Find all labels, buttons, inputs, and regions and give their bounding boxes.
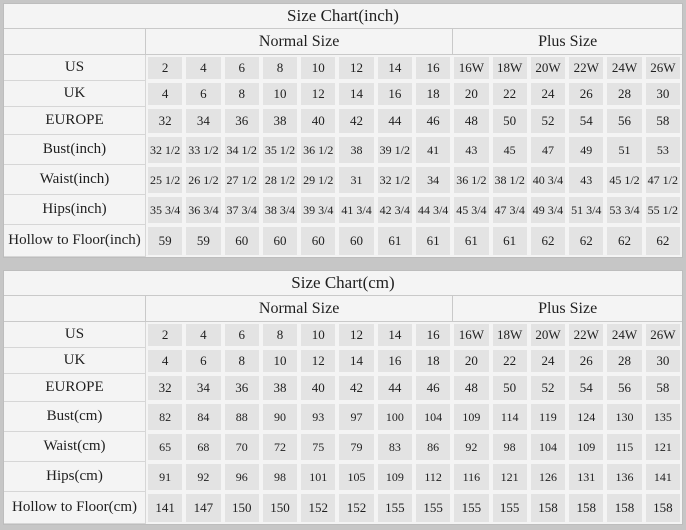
size-cell: 22W xyxy=(567,322,605,348)
size-cell: 116 xyxy=(452,462,490,492)
size-cell: 36 xyxy=(223,374,261,402)
size-cell: 155 xyxy=(452,492,490,524)
size-cell: 35 1/2 xyxy=(261,135,299,165)
size-cell: 24W xyxy=(605,322,643,348)
size-cell: 40 3/4 xyxy=(529,165,567,195)
size-cell: 48 xyxy=(452,107,490,135)
size-cell: 82 xyxy=(146,402,184,432)
size-cell: 54 xyxy=(567,374,605,402)
size-cell: 86 xyxy=(414,432,452,462)
size-cell: 8 xyxy=(223,348,261,374)
size-cell: 16W xyxy=(452,55,490,81)
plus-size-header: Plus Size xyxy=(452,296,682,322)
size-cell: 24W xyxy=(605,55,643,81)
title-row xyxy=(4,271,682,296)
size-cell: 22W xyxy=(567,55,605,81)
size-cell: 38 xyxy=(261,374,299,402)
size-cell: 2 xyxy=(146,55,184,81)
size-cell: 37 3/4 xyxy=(223,195,261,225)
size-cell: 26W xyxy=(644,55,682,81)
size-cell: 91 xyxy=(146,462,184,492)
size-cell: 20W xyxy=(529,55,567,81)
size-cell: 49 3/4 xyxy=(529,195,567,225)
row-label: Hips(inch) xyxy=(4,195,146,225)
table-row xyxy=(4,462,682,492)
size-cell: 28 xyxy=(605,81,643,107)
size-cell: 130 xyxy=(605,402,643,432)
size-cell: 48 xyxy=(452,374,490,402)
size-cell: 4 xyxy=(146,348,184,374)
size-cell: 44 xyxy=(376,107,414,135)
size-cell: 79 xyxy=(337,432,375,462)
normal-size-header: Normal Size xyxy=(146,29,452,55)
size-cell: 124 xyxy=(567,402,605,432)
size-cell: 6 xyxy=(184,348,222,374)
size-cell: 109 xyxy=(452,402,490,432)
table-row xyxy=(4,322,682,348)
size-cell: 61 xyxy=(414,225,452,257)
size-cell: 61 xyxy=(376,225,414,257)
size-cell: 147 xyxy=(184,492,222,524)
row-label: EUROPE xyxy=(4,374,146,402)
size-cell: 28 1/2 xyxy=(261,165,299,195)
size-cell: 33 1/2 xyxy=(184,135,222,165)
size-cell: 16 xyxy=(414,322,452,348)
size-cell: 29 1/2 xyxy=(299,165,337,195)
size-cell: 34 1/2 xyxy=(223,135,261,165)
size-cell: 20 xyxy=(452,81,490,107)
size-cell: 14 xyxy=(337,348,375,374)
table-title-inch: Size Chart(inch) xyxy=(4,4,682,29)
size-cell: 98 xyxy=(491,432,529,462)
size-cell: 30 xyxy=(644,348,682,374)
size-cell: 62 xyxy=(567,225,605,257)
size-cell: 58 xyxy=(644,107,682,135)
size-cell: 36 1/2 xyxy=(452,165,490,195)
table-row xyxy=(4,107,682,135)
size-cell: 96 xyxy=(223,462,261,492)
size-cell: 31 xyxy=(337,165,375,195)
size-cell: 93 xyxy=(299,402,337,432)
size-cell: 136 xyxy=(605,462,643,492)
size-cell: 60 xyxy=(299,225,337,257)
row-label: Hollow to Floor(inch) xyxy=(4,225,146,257)
size-cell: 8 xyxy=(223,81,261,107)
size-cell: 4 xyxy=(184,55,222,81)
size-cell: 34 xyxy=(184,374,222,402)
size-cell: 20W xyxy=(529,322,567,348)
size-cell: 104 xyxy=(529,432,567,462)
size-cell: 62 xyxy=(605,225,643,257)
row-label: Hollow to Floor(cm) xyxy=(4,492,146,524)
size-cell: 16 xyxy=(376,81,414,107)
size-cell: 34 xyxy=(184,107,222,135)
size-cell: 28 xyxy=(605,348,643,374)
size-cell: 98 xyxy=(261,462,299,492)
size-cell: 39 1/2 xyxy=(376,135,414,165)
size-cell: 150 xyxy=(223,492,261,524)
size-cell: 158 xyxy=(529,492,567,524)
size-cell: 52 xyxy=(529,107,567,135)
size-cell: 24 xyxy=(529,81,567,107)
size-cell: 155 xyxy=(414,492,452,524)
size-cell: 60 xyxy=(223,225,261,257)
size-cell: 18W xyxy=(491,322,529,348)
size-cell: 72 xyxy=(261,432,299,462)
size-cell: 14 xyxy=(376,322,414,348)
size-cell: 121 xyxy=(644,432,682,462)
normal-size-header: Normal Size xyxy=(146,296,452,322)
group-header-row xyxy=(4,296,682,322)
corner-cell xyxy=(4,296,146,322)
size-cell: 32 xyxy=(146,374,184,402)
row-label: UK xyxy=(4,81,146,107)
size-cell: 51 xyxy=(605,135,643,165)
size-cell: 8 xyxy=(261,322,299,348)
size-cell: 38 3/4 xyxy=(261,195,299,225)
size-cell: 14 xyxy=(376,55,414,81)
row-label: Bust(inch) xyxy=(4,135,146,165)
size-cell: 12 xyxy=(337,322,375,348)
row-label: Waist(inch) xyxy=(4,165,146,195)
size-cell: 40 xyxy=(299,374,337,402)
size-cell: 70 xyxy=(223,432,261,462)
size-cell: 90 xyxy=(261,402,299,432)
size-cell: 6 xyxy=(223,55,261,81)
size-cell: 119 xyxy=(529,402,567,432)
size-cell: 100 xyxy=(376,402,414,432)
size-cell: 41 3/4 xyxy=(337,195,375,225)
size-cell: 112 xyxy=(414,462,452,492)
size-cell: 30 xyxy=(644,81,682,107)
size-cell: 14 xyxy=(337,81,375,107)
size-cell: 42 3/4 xyxy=(376,195,414,225)
size-cell: 16 xyxy=(414,55,452,81)
size-cell: 131 xyxy=(567,462,605,492)
size-cell: 152 xyxy=(299,492,337,524)
size-cell: 45 1/2 xyxy=(605,165,643,195)
size-cell: 10 xyxy=(299,322,337,348)
size-cell: 25 1/2 xyxy=(146,165,184,195)
size-cell: 49 xyxy=(567,135,605,165)
size-cell: 44 xyxy=(376,374,414,402)
size-cell: 36 3/4 xyxy=(184,195,222,225)
size-cell: 54 xyxy=(567,107,605,135)
row-label: Waist(cm) xyxy=(4,432,146,462)
size-cell: 109 xyxy=(376,462,414,492)
size-cell: 56 xyxy=(605,107,643,135)
size-cell: 24 xyxy=(529,348,567,374)
row-label: Bust(cm) xyxy=(4,402,146,432)
table-title-cm: Size Chart(cm) xyxy=(4,271,682,296)
size-cell: 135 xyxy=(644,402,682,432)
row-label: Hips(cm) xyxy=(4,462,146,492)
size-cell: 18 xyxy=(414,348,452,374)
size-cell: 62 xyxy=(529,225,567,257)
size-cell: 40 xyxy=(299,107,337,135)
size-cell: 155 xyxy=(491,492,529,524)
size-cell: 104 xyxy=(414,402,452,432)
table-row xyxy=(4,195,682,225)
size-chart-cm-table xyxy=(3,270,683,525)
size-cell: 26 xyxy=(567,348,605,374)
corner-cell xyxy=(4,29,146,55)
size-cell: 4 xyxy=(146,81,184,107)
size-cell: 141 xyxy=(146,492,184,524)
size-cell: 12 xyxy=(299,81,337,107)
size-cell: 41 xyxy=(414,135,452,165)
size-cell: 51 3/4 xyxy=(567,195,605,225)
size-cell: 6 xyxy=(184,81,222,107)
size-cell: 92 xyxy=(452,432,490,462)
size-cell: 26 xyxy=(567,81,605,107)
size-cell: 62 xyxy=(644,225,682,257)
size-cell: 36 1/2 xyxy=(299,135,337,165)
size-cell: 32 1/2 xyxy=(376,165,414,195)
plus-size-header: Plus Size xyxy=(452,29,682,55)
size-cell: 36 xyxy=(223,107,261,135)
size-cell: 45 3/4 xyxy=(452,195,490,225)
size-cell: 39 3/4 xyxy=(299,195,337,225)
size-cell: 47 3/4 xyxy=(491,195,529,225)
size-cell: 22 xyxy=(491,81,529,107)
size-cell: 53 3/4 xyxy=(605,195,643,225)
size-cell: 18 xyxy=(414,81,452,107)
size-cell: 68 xyxy=(184,432,222,462)
size-cell: 38 1/2 xyxy=(491,165,529,195)
size-cell: 6 xyxy=(223,322,261,348)
size-cell: 27 1/2 xyxy=(223,165,261,195)
size-cell: 126 xyxy=(529,462,567,492)
size-cell: 16 xyxy=(376,348,414,374)
size-cell: 50 xyxy=(491,107,529,135)
size-cell: 141 xyxy=(644,462,682,492)
size-cell: 20 xyxy=(452,348,490,374)
size-cell: 26W xyxy=(644,322,682,348)
size-cell: 152 xyxy=(337,492,375,524)
size-cell: 46 xyxy=(414,107,452,135)
size-cell: 115 xyxy=(605,432,643,462)
size-cell: 60 xyxy=(261,225,299,257)
size-cell: 47 xyxy=(529,135,567,165)
size-cell: 35 3/4 xyxy=(146,195,184,225)
row-label: US xyxy=(4,55,146,81)
title-row xyxy=(4,4,682,29)
size-cell: 8 xyxy=(261,55,299,81)
size-cell: 42 xyxy=(337,107,375,135)
row-label: US xyxy=(4,322,146,348)
size-cell: 158 xyxy=(644,492,682,524)
table-row xyxy=(4,225,682,257)
size-cell: 158 xyxy=(567,492,605,524)
size-cell: 2 xyxy=(146,322,184,348)
size-cell: 84 xyxy=(184,402,222,432)
size-cell: 45 xyxy=(491,135,529,165)
size-cell: 58 xyxy=(644,374,682,402)
size-cell: 22 xyxy=(491,348,529,374)
size-cell: 18W xyxy=(491,55,529,81)
size-cell: 101 xyxy=(299,462,337,492)
size-chart-inch-table xyxy=(3,3,683,258)
size-cell: 61 xyxy=(491,225,529,257)
size-cell: 92 xyxy=(184,462,222,492)
row-label: EUROPE xyxy=(4,107,146,135)
size-cell: 38 xyxy=(337,135,375,165)
size-cell: 150 xyxy=(261,492,299,524)
size-cell: 59 xyxy=(146,225,184,257)
group-header-row xyxy=(4,29,682,55)
size-cell: 47 1/2 xyxy=(644,165,682,195)
size-cell: 109 xyxy=(567,432,605,462)
size-cell: 114 xyxy=(491,402,529,432)
size-cell: 10 xyxy=(299,55,337,81)
size-cell: 12 xyxy=(299,348,337,374)
size-cell: 10 xyxy=(261,81,299,107)
size-cell: 60 xyxy=(337,225,375,257)
table-row xyxy=(4,348,682,374)
table-row xyxy=(4,81,682,107)
size-cell: 97 xyxy=(337,402,375,432)
size-cell: 105 xyxy=(337,462,375,492)
size-cell: 75 xyxy=(299,432,337,462)
size-cell: 53 xyxy=(644,135,682,165)
table-row xyxy=(4,492,682,524)
table-row xyxy=(4,402,682,432)
size-cell: 50 xyxy=(491,374,529,402)
size-cell: 52 xyxy=(529,374,567,402)
size-cell: 61 xyxy=(452,225,490,257)
size-cell: 55 1/2 xyxy=(644,195,682,225)
size-cell: 26 1/2 xyxy=(184,165,222,195)
size-cell: 34 xyxy=(414,165,452,195)
size-cell: 16W xyxy=(452,322,490,348)
size-cell: 4 xyxy=(184,322,222,348)
size-cell: 121 xyxy=(491,462,529,492)
size-cell: 32 xyxy=(146,107,184,135)
table-row xyxy=(4,165,682,195)
table-row xyxy=(4,374,682,402)
table-row xyxy=(4,135,682,165)
size-cell: 42 xyxy=(337,374,375,402)
size-cell: 83 xyxy=(376,432,414,462)
size-cell: 155 xyxy=(376,492,414,524)
size-cell: 38 xyxy=(261,107,299,135)
size-cell: 43 xyxy=(567,165,605,195)
table-row xyxy=(4,55,682,81)
size-cell: 43 xyxy=(452,135,490,165)
size-cell: 10 xyxy=(261,348,299,374)
size-cell: 158 xyxy=(605,492,643,524)
size-cell: 65 xyxy=(146,432,184,462)
table-row xyxy=(4,432,682,462)
size-cell: 12 xyxy=(337,55,375,81)
size-cell: 32 1/2 xyxy=(146,135,184,165)
size-cell: 56 xyxy=(605,374,643,402)
size-cell: 88 xyxy=(223,402,261,432)
size-cell: 59 xyxy=(184,225,222,257)
size-cell: 46 xyxy=(414,374,452,402)
row-label: UK xyxy=(4,348,146,374)
size-cell: 44 3/4 xyxy=(414,195,452,225)
